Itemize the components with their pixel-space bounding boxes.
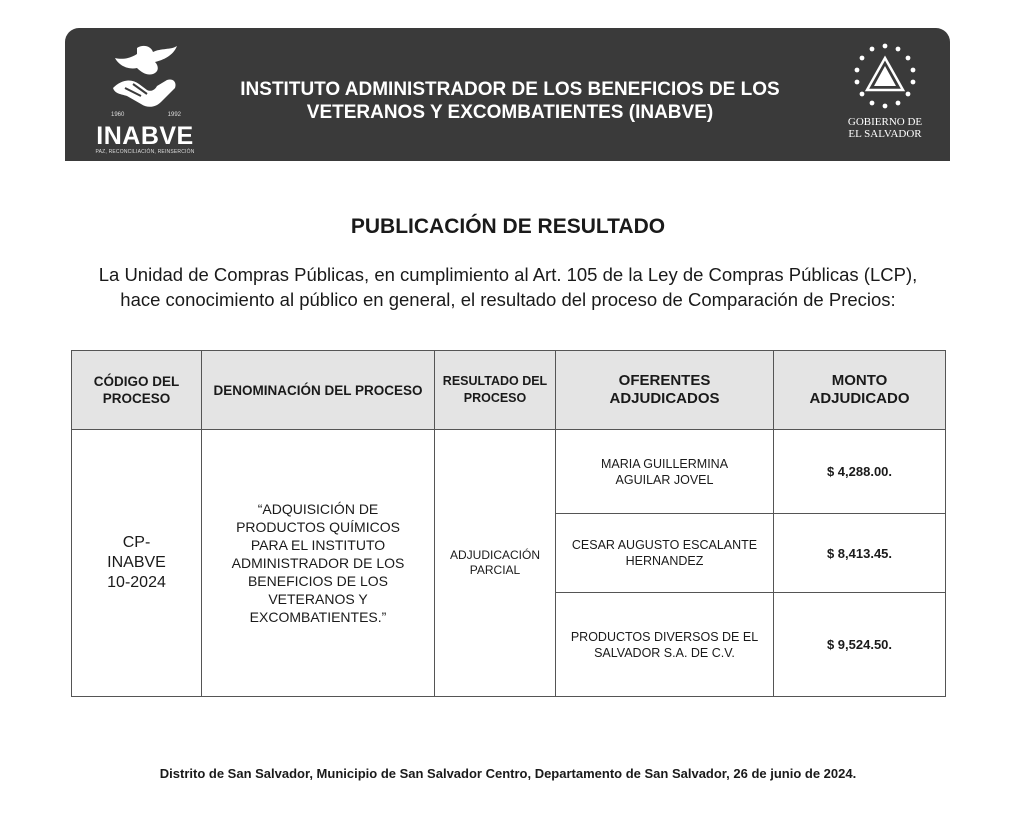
table-header-row	[72, 351, 946, 430]
header-process-result: RESULTADO DEL PROCESO	[435, 351, 556, 430]
process-name: “ADQUISICIÓN DE PRODUCTOS QUÍMICOS PARA EL INSTITUTO ADMINISTRADOR DE LOS BENEFICIOS DE LOS VETERANOS Y EXCOMBATIENTES.”	[202, 430, 435, 697]
intro-line2: hace conocimiento al público en general, el resultado del proceso de Comparación de Precios:	[120, 289, 896, 310]
process-result: ADJUDICACIÓN PARCIAL	[435, 430, 556, 697]
coat-of-arms-icon	[851, 42, 919, 110]
dove-handshake-icon	[107, 44, 183, 114]
logo-brand: INABVE	[96, 122, 194, 150]
institution-title	[215, 78, 805, 124]
government-label	[835, 116, 935, 140]
award-amount: $ 4,288.00.	[774, 430, 946, 514]
award-amount: $ 9,524.50.	[774, 593, 946, 697]
header-process-code: CÓDIGO DEL PROCESO	[72, 351, 202, 430]
logo-motto: PAZ, RECONCILIACIÓN, REINSERCIÓN	[95, 149, 195, 155]
header-process-name: DENOMINACIÓN DEL PROCESO	[202, 351, 435, 430]
table-row	[72, 430, 946, 514]
header-amount: MONTO ADJUDICADO	[774, 351, 946, 430]
institution-title-line2: VETERANOS Y EXCOMBATIENTES (INABVE)	[306, 102, 714, 123]
publication-title: PUBLICACIÓN DE RESULTADO	[350, 215, 666, 238]
header-banner	[65, 28, 950, 161]
government-label-line1: GOBIERNO DE	[847, 116, 923, 128]
results-table	[71, 350, 946, 697]
header-providers: OFERENTES ADJUDICADOS	[556, 351, 774, 430]
year-right: 1992	[167, 112, 181, 118]
logo-years	[111, 112, 181, 118]
provider-name: MARIA GUILLERMINA AGUILAR JOVEL	[556, 430, 774, 514]
award-amount: $ 8,413.45.	[774, 514, 946, 593]
year-left: 1960	[111, 112, 125, 118]
institution-title-line1: INSTITUTO ADMINISTRADOR DE LOS BENEFICIOS DE LOS	[240, 79, 780, 100]
government-logo	[835, 42, 935, 154]
provider-name: PRODUCTOS DIVERSOS DE EL SALVADOR S.A. DE C.V.	[556, 593, 774, 697]
provider-name: CESAR AUGUSTO ESCALANTE HERNANDEZ	[556, 514, 774, 593]
inabve-logo	[93, 42, 197, 154]
intro-line1: La Unidad de Compras Públicas, en cumplimiento al Art. 105 de la Ley de Compras Públicas (LCP),	[98, 264, 918, 285]
process-code: CP-INABVE 10-2024	[72, 430, 202, 697]
footer-location-date: Distrito de San Salvador, Municipio de San Salvador Centro, Departamento de San Salvador, 26 de junio de 2024.	[159, 766, 857, 781]
government-label-line2: EL SALVADOR	[848, 128, 922, 140]
intro-paragraph	[0, 262, 1016, 312]
